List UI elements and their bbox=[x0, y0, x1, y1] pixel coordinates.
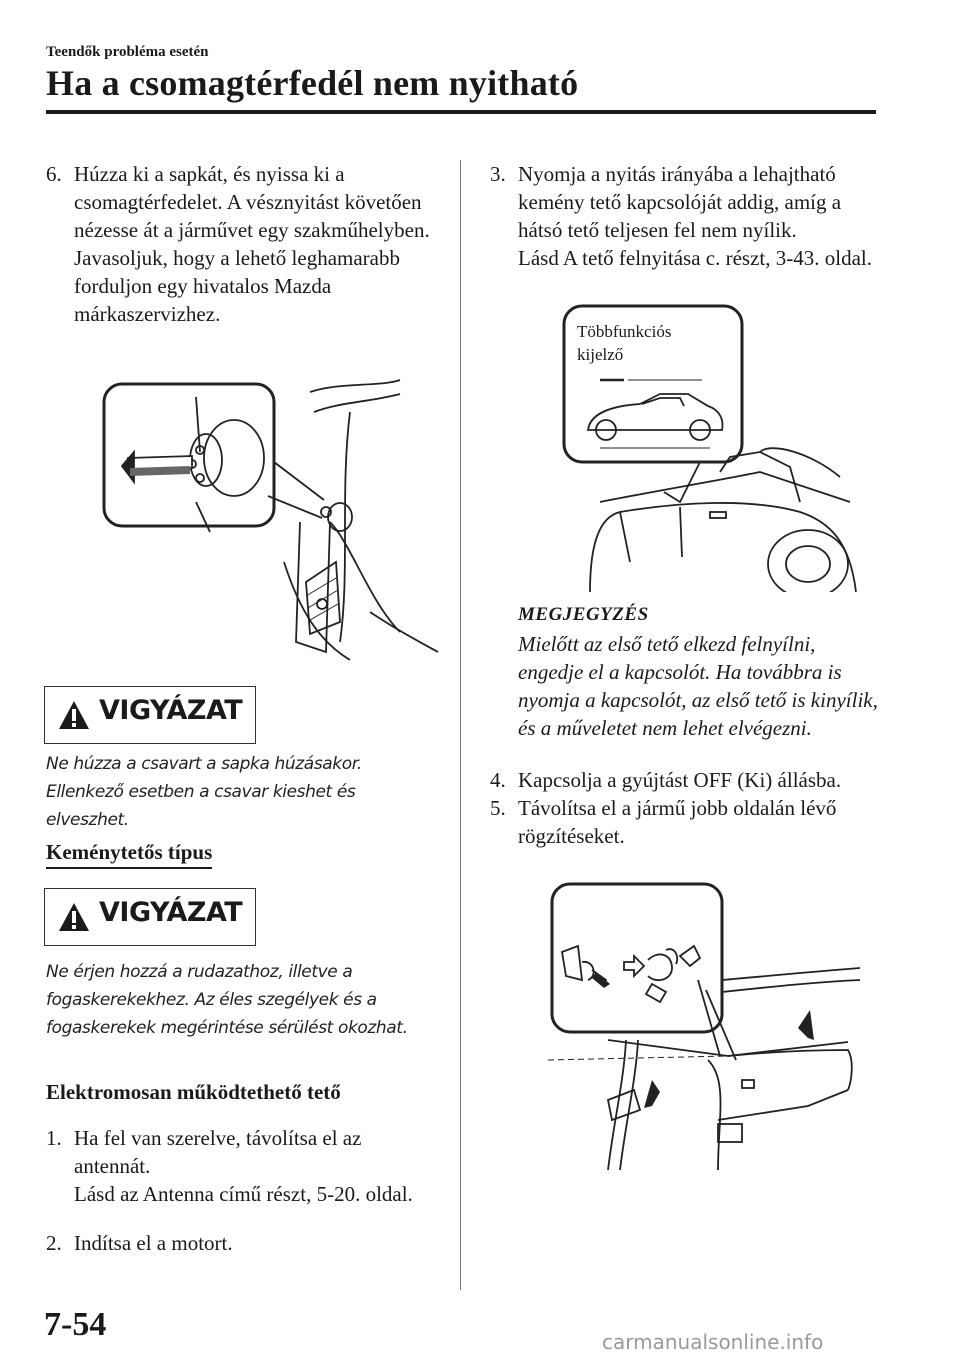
step-number: 5. bbox=[490, 796, 506, 820]
step-text: Kapcsolja a gyújtást OFF (Ki) állásba. bbox=[518, 768, 842, 792]
step-5 bbox=[490, 794, 880, 850]
hardtop-display-illustration bbox=[560, 302, 860, 592]
header-rule bbox=[46, 110, 876, 114]
page-number: 7-54 bbox=[44, 1306, 107, 1343]
step-2 bbox=[46, 1229, 436, 1257]
column-divider bbox=[460, 160, 461, 1290]
step-text: Ha fel van szerelve, távolítsa el az antennát. bbox=[74, 1126, 362, 1178]
step-6 bbox=[46, 160, 436, 328]
step-1 bbox=[46, 1124, 436, 1208]
step-number: 2. bbox=[46, 1231, 62, 1255]
step-reference: Lásd az Antenna című részt, 5-20. oldal. bbox=[74, 1182, 413, 1206]
fastener-removal-illustration bbox=[548, 880, 860, 1170]
warning-icon bbox=[57, 699, 91, 731]
step-text: Nyomja a nyitás irányába a lehajtható kemény tető kapcsolóját addig, amíg a hátsó tető teljesen fel nem nyílik. bbox=[518, 162, 842, 242]
note-text: Mielőtt az első tető elkezd felnyílni, engedje el a kapcsolót. Ha továbbra is nyomja a kapcsolót, az első tető is kinyílik, és a műveletet nem lehet elvégezni. bbox=[518, 632, 878, 740]
step-text: Húzza ki a sapkát, és nyissa ki a csomagtérfedelet. A vésznyitást követően nézesse át a járművet egy szakműhelyben. Javasoljuk, hogy a lehető leghamarabb forduljon egy hivatalos Mazda márkaszervizhez. bbox=[74, 162, 430, 326]
caution-label: VIGYÁZAT bbox=[99, 695, 243, 726]
step-number: 4. bbox=[490, 768, 506, 792]
step-number: 3. bbox=[490, 162, 506, 186]
step-number: 1. bbox=[46, 1126, 62, 1150]
note-heading: MEGJEGYZÉS bbox=[518, 604, 649, 625]
step-reference: Lásd A tető felnyitása c. részt, 3-43. oldal. bbox=[518, 246, 872, 270]
warning-icon bbox=[57, 901, 91, 933]
caution-text-2: Ne érjen hozzá a rudazathoz, illetve a fogaskerekekhez. Az éles szegélyek és a fogaskerekek megérintése sérülést okozhat. bbox=[46, 962, 408, 1038]
caution-label: VIGYÁZAT bbox=[99, 897, 243, 928]
watermark: carmanualsonline.info bbox=[602, 1330, 824, 1354]
step-4 bbox=[490, 766, 880, 794]
step-3 bbox=[490, 160, 880, 272]
caution-box-2 bbox=[44, 888, 256, 946]
caution-box-1 bbox=[44, 686, 256, 744]
step-text: Indítsa el a motort. bbox=[74, 1231, 233, 1255]
section-label: Teendők probléma esetén bbox=[46, 44, 209, 60]
hardtop-heading: Keménytetős típus bbox=[46, 840, 212, 869]
step-text: Távolítsa el a jármű jobb oldalán lévő rögzítéseket. bbox=[518, 796, 837, 848]
step-number: 6. bbox=[46, 162, 62, 186]
page-title: Ha a csomagtérfedél nem nyitható bbox=[46, 63, 579, 103]
cap-pull-illustration bbox=[100, 372, 440, 667]
power-roof-heading: Elektromosan működtethető tető bbox=[46, 1080, 341, 1104]
caution-text-1: Ne húzza a csavart a sapka húzásakor. Ellenkező esetben a csavar kieshet és elveszhet. bbox=[46, 754, 362, 830]
display-label: Többfunkciós kijelző bbox=[577, 322, 672, 364]
